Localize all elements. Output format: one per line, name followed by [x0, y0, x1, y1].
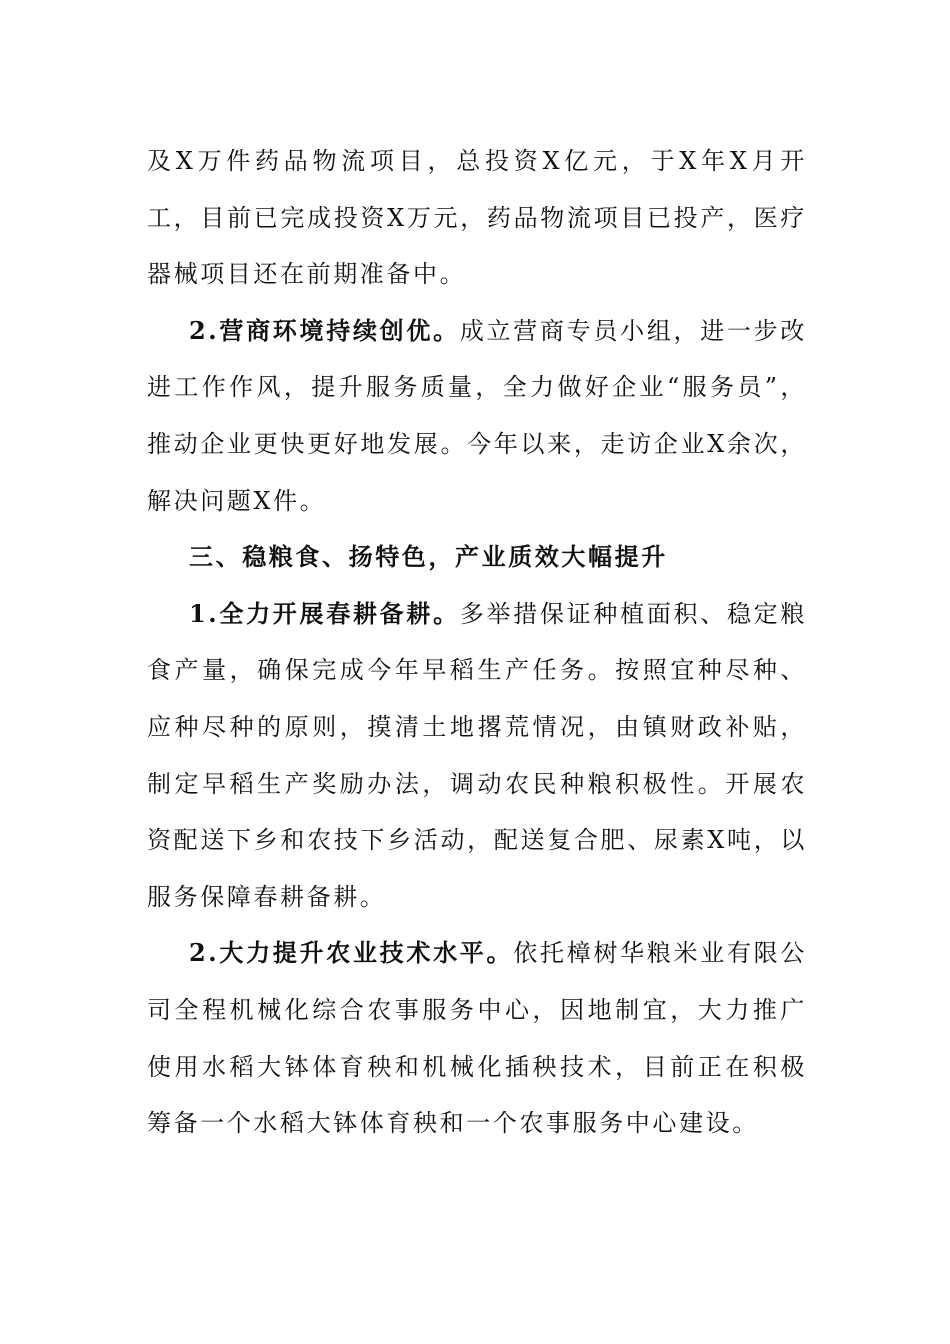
paragraph-text: 多举措保证种植面积、稳定粮食产量，确保完成今年早稻生产任务。按照宜种尽种、应种尽种的原则，摸清土地撂荒情况，由镇财政补贴，制定早稻生产奖励办法，调动农民种粮积极性。开展农资配送下乡和农技下乡活动，配送复合肥、尿素X吨，以服务保障春耕备耕。 — [147, 599, 807, 911]
paragraph-lead: 2.营商环境持续创优。 — [189, 315, 460, 345]
paragraph-spring-farming — [147, 586, 807, 926]
paragraph-agri-technology — [147, 925, 807, 1151]
paragraph-text: 依托樟树华粮米业有限公司全程机械化综合农事服务中心，因地制宜，大力推广使用水稻大钵体育秧和机械化插秧技术，目前正在积极筹备一个水稻大钵体育秧和一个农事服务中心建设。 — [147, 939, 807, 1138]
paragraph-business-environment — [147, 303, 807, 529]
paragraph-lead: 1.全力开展春耕备耕。 — [189, 598, 460, 628]
paragraph-text: 及X万件药品物流项目，总投资X亿元，于X年X月开工，目前已完成投资X万元，药品物流项目已投产，医疗器械项目还在前期准备中。 — [147, 147, 807, 289]
paragraph-text: 成立营商专员小组，进一步改进工作作风，提升服务质量，全力做好企业“服务员”，推动企业更快更好地发展。今年以来，走访企业X余次，解决问题X件。 — [147, 316, 807, 515]
paragraph-lead: 2.大力提升农业技术水平。 — [189, 938, 514, 968]
paragraph-continuation — [147, 133, 807, 303]
document-body — [147, 133, 807, 1152]
section-heading: 三、稳粮食、扬特色，产业质效大幅提升 — [189, 542, 668, 572]
